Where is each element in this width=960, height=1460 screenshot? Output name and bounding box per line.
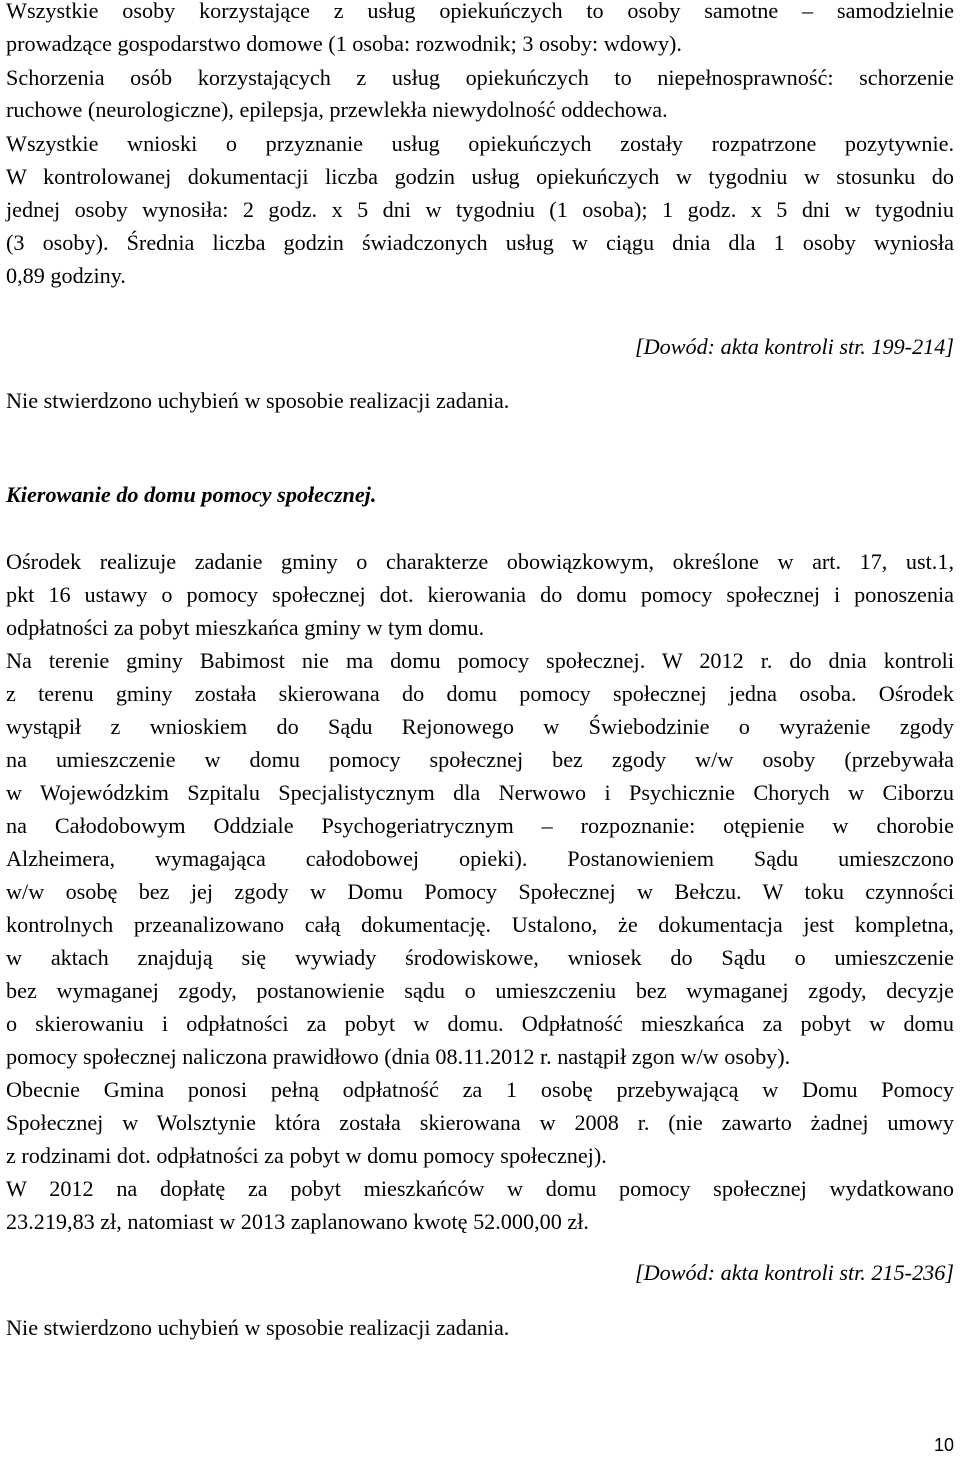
paragraph-line: o skierowaniu i odpłatności za pobyt w domu. Odpłatność mieszkańca za pobyt w domu	[6, 1011, 954, 1036]
page-number: 10	[933, 1435, 954, 1455]
paragraph-line: ruchowe (neurologiczne), epilepsja, przewlekła niewydolność oddechowa.	[6, 97, 668, 122]
paragraph-line: Nie stwierdzono uchybień w sposobie realizacji zadania.	[6, 1315, 510, 1340]
paragraph-line: Wszystkie wnioski o przyznanie usług opiekuńczych zostały rozpatrzone pozytywnie.	[6, 131, 954, 156]
paragraph-line: Na terenie gminy Babimost nie ma domu pomocy społecznej. W 2012 r. do dnia kontroli	[6, 648, 954, 673]
paragraph-line: pomocy społecznej naliczona prawidłowo (dnia 08.11.2012 r. nastąpił zgon w/w osoby).	[6, 1044, 791, 1069]
paragraph-line: prowadzące gospodarstwo domowe (1 osoba: rozwodnik; 3 osoby: wdowy).	[6, 31, 682, 56]
paragraph-line: na umieszczenie w domu pomocy społecznej bez zgody w/w osoby (przebywała	[6, 747, 954, 772]
paragraph-line: Nie stwierdzono uchybień w sposobie realizacji zadania.	[6, 388, 510, 413]
paragraph-line: Obecnie Gmina ponosi pełną odpłatność za 1 osobę przebywającą w Domu Pomocy	[6, 1077, 954, 1102]
paragraph-line: w Wojewódzkim Szpitalu Specjalistycznym dla Nerwowo i Psychicznie Chorych w Ciborzu	[6, 780, 954, 805]
paragraph-line: z terenu gminy została skierowana do domu pomocy społecznej jedna osoba. Ośrodek	[6, 681, 954, 706]
paragraph-line: Alzheimera, wymagająca całodobowej opieki). Postanowieniem Sądu umieszczono	[6, 846, 954, 871]
paragraph-line: Ośrodek realizuje zadanie gminy o charakterze obowiązkowym, określone w art. 17, ust.1,	[6, 549, 954, 574]
paragraph-line: w/w osobę bez jej zgody w Domu Pomocy Społecznej w Bełczu. W toku czynności	[6, 879, 954, 904]
paragraph-line: kontrolnych przeanalizowano całą dokumentację. Ustalono, że dokumentacja jest kompletna,	[6, 912, 954, 937]
paragraph-line: 0,89 godziny.	[6, 263, 126, 288]
paragraph-line: W 2012 na dopłatę za pobyt mieszkańców w domu pomocy społecznej wydatkowano	[6, 1176, 954, 1201]
paragraph-line: jednej osoby wynosiła: 2 godz. x 5 dni w tygodniu (1 osoba); 1 godz. x 5 dni w tygodniu	[6, 197, 954, 222]
paragraph-line: 23.219,83 zł, natomiast w 2013 zaplanowano kwotę 52.000,00 zł.	[6, 1209, 589, 1234]
paragraph-line: pkt 16 ustawy o pomocy społecznej dot. kierowania do domu pomocy społecznej i ponoszenia	[6, 582, 954, 607]
paragraph-line: Społecznej w Wolsztynie która została skierowana w 2008 r. (nie zawarto żadnej umowy	[6, 1110, 954, 1135]
paragraph-line: Wszystkie osoby korzystające z usług opiekuńczych to osoby samotne – samodzielnie	[6, 0, 954, 23]
evidence-reference: [Dowód: akta kontroli str. 199-214]	[634, 334, 954, 359]
evidence-reference: [Dowód: akta kontroli str. 215-236]	[634, 1260, 954, 1285]
paragraph-line: na Całodobowym Oddziale Psychogeriatrycznym – rozpoznanie: otępienie w chorobie	[6, 813, 954, 838]
paragraph-line: w aktach znajdują się wywiady środowiskowe, wniosek do Sądu o umieszczenie	[6, 945, 954, 970]
paragraph-line: (3 osoby). Średnia liczba godzin świadczonych usług w ciągu dnia dla 1 osoby wyniosła	[6, 230, 954, 255]
paragraph-line: odpłatności za pobyt mieszkańca gminy w tym domu.	[6, 615, 485, 640]
paragraph-line: wystąpił z wnioskiem do Sądu Rejonowego w Świebodzinie o wyrażenie zgody	[6, 714, 954, 739]
paragraph-line: bez wymaganej zgody, postanowienie sądu o umieszczeniu bez wymaganej zgody, decyzje	[6, 978, 954, 1003]
paragraph-line: W kontrolowanej dokumentacji liczba godzin usług opiekuńczych w tygodniu w stosunku do	[6, 164, 954, 189]
section-heading: Kierowanie do domu pomocy społecznej.	[6, 482, 377, 507]
paragraph-line: Schorzenia osób korzystających z usług opiekuńczych to niepełnosprawność: schorzenie	[6, 65, 954, 90]
paragraph-line: z rodzinami dot. odpłatności za pobyt w domu pomocy społecznej).	[6, 1143, 607, 1168]
